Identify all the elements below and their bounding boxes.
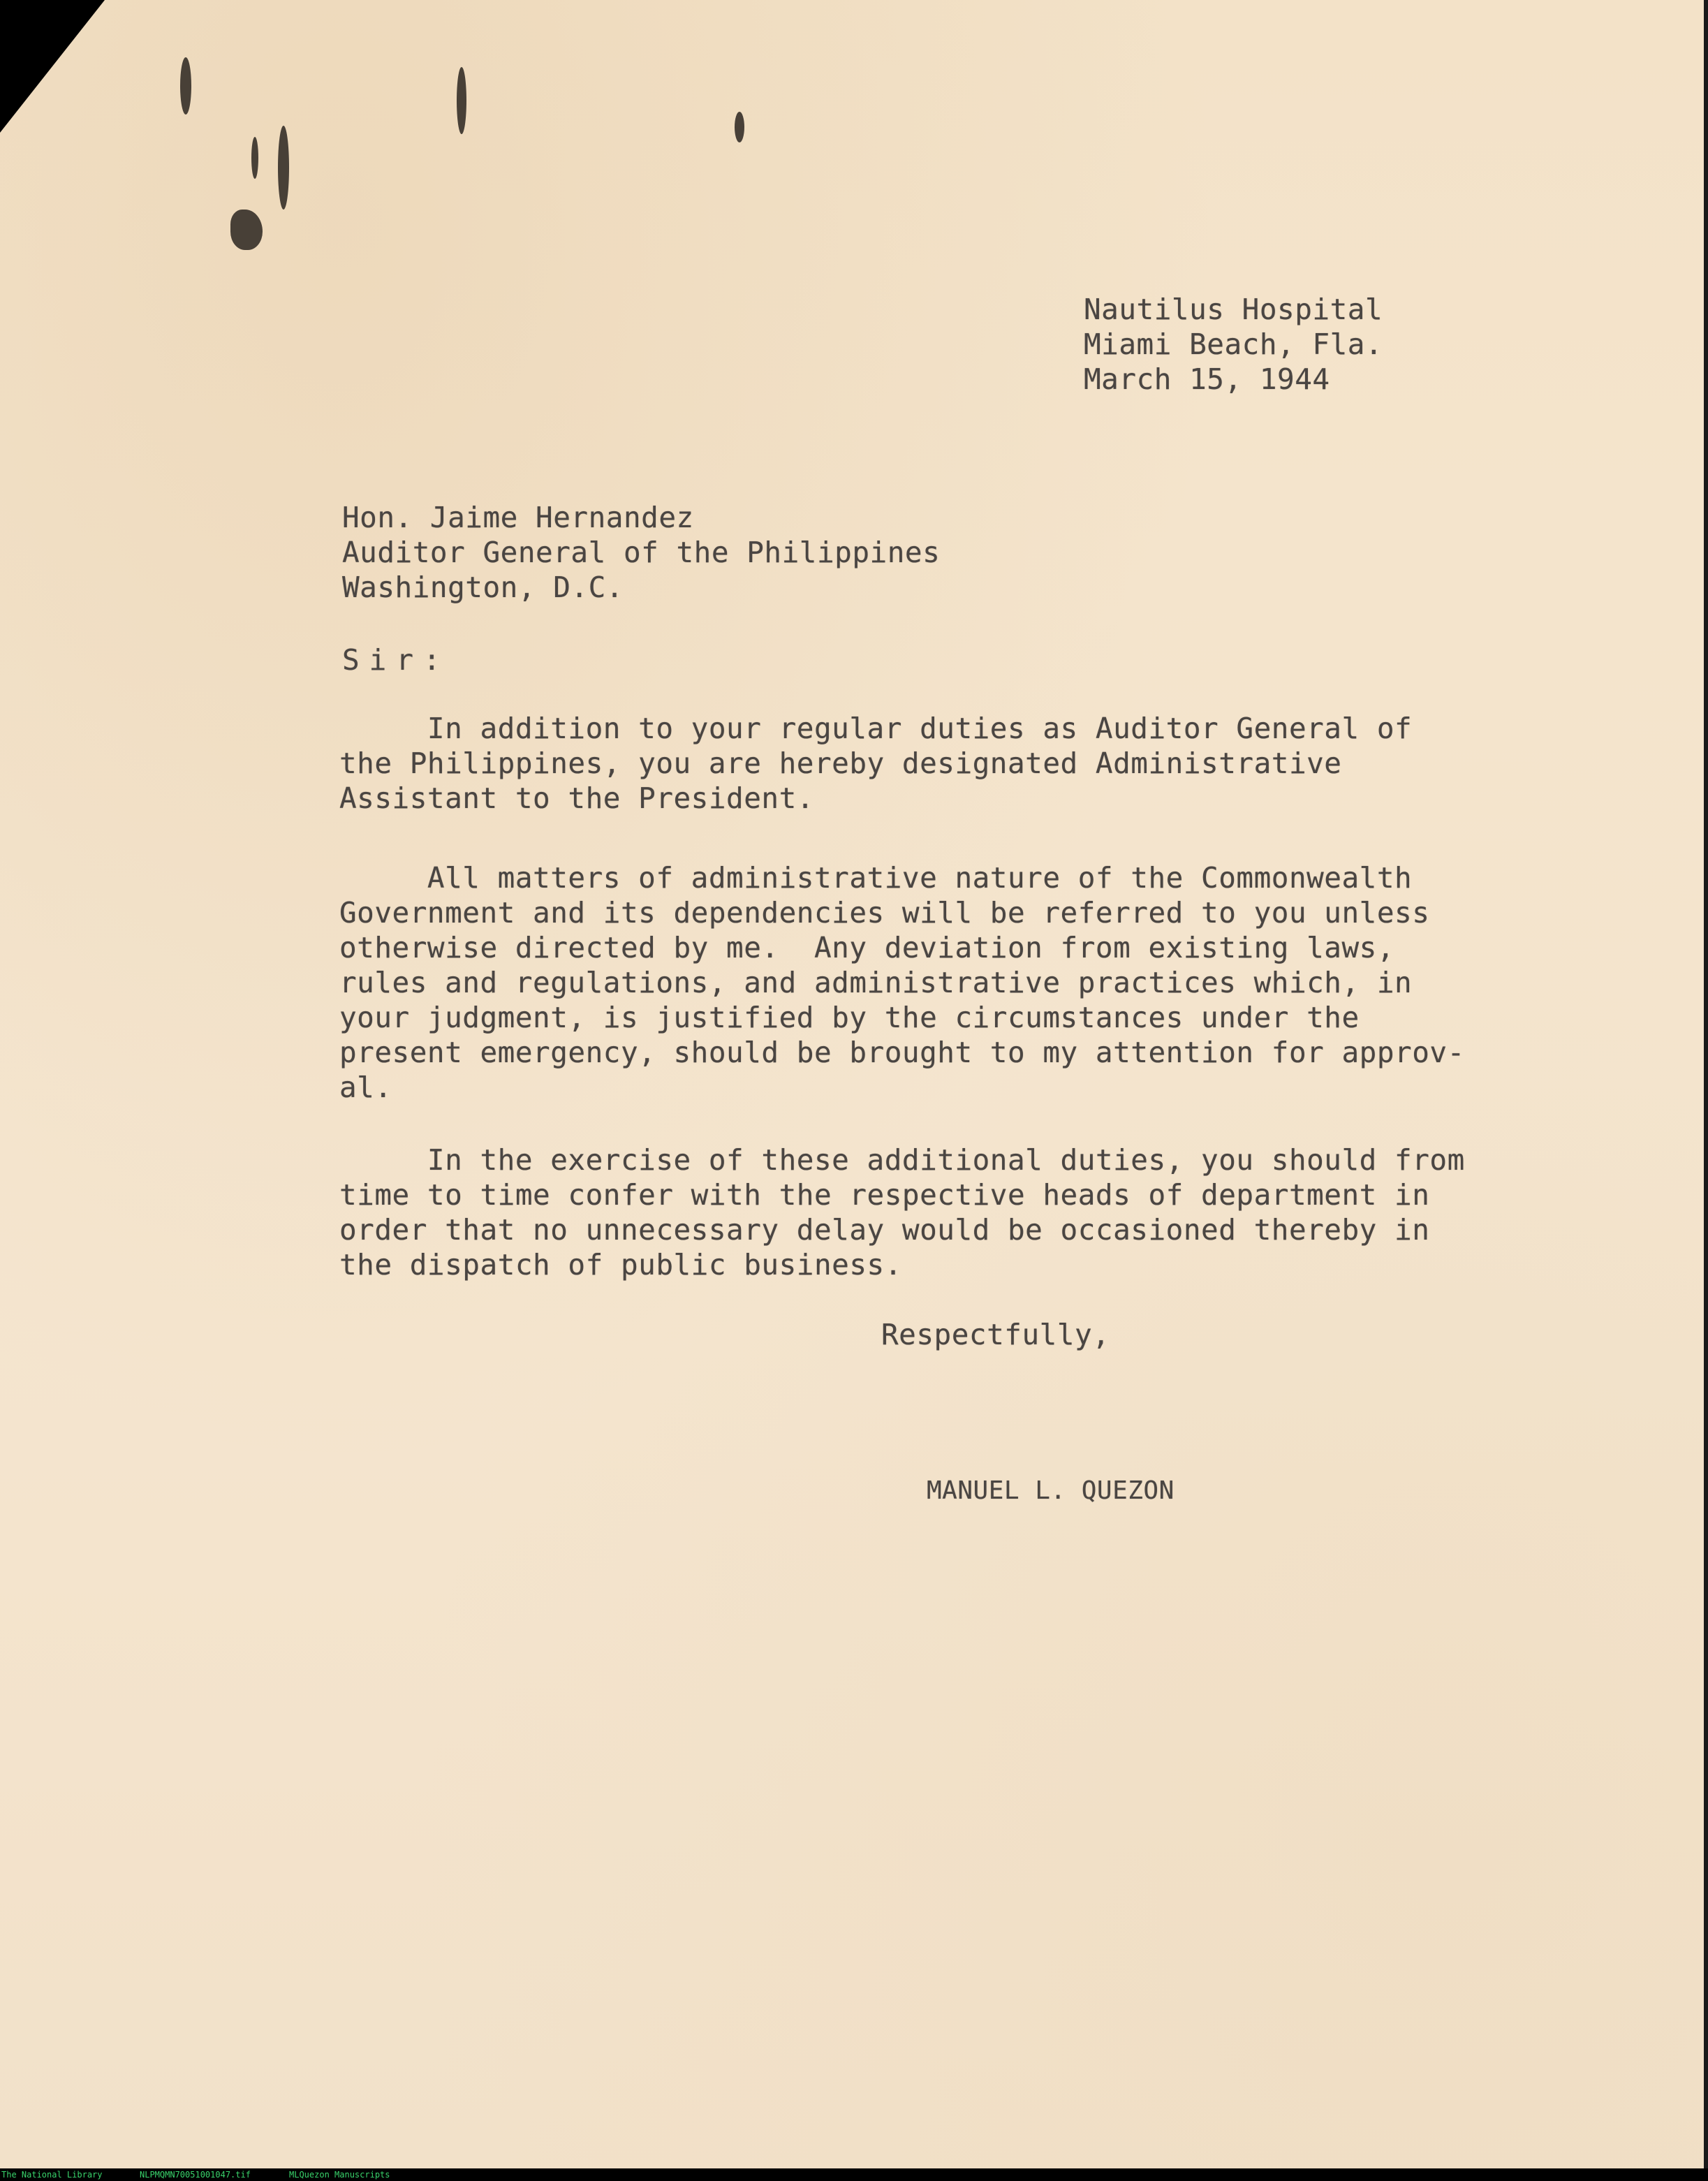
recipient-address <box>342 500 940 605</box>
ink-stain <box>180 57 191 115</box>
letterhead-line-2: Miami Beach, Fla. <box>1084 328 1383 361</box>
paragraph-2: All matters of administrative nature of the Commonwealth Government and its dependencies will be referred to you unless otherwise directed by me. Any deviation from existing laws, rules and regulations, and administrative practices which, in your judgment, is justified by the circumstances under the present emergency, should be brought to my attention for approv- al. <box>339 861 1465 1104</box>
paragraph-1: In addition to your regular duties as Auditor General of the Philippines, you are hereby designated Administrative Assistant to the President. <box>339 712 1413 815</box>
ink-stain <box>251 137 258 179</box>
letter-date: March 15, 1944 <box>1084 362 1330 396</box>
recipient-title: Auditor General of the Philippines <box>342 536 941 569</box>
torn-corner <box>0 0 105 133</box>
page-edge <box>1704 0 1708 2168</box>
ink-stain <box>278 126 289 210</box>
signature-name: MANUEL L. QUEZON <box>927 1476 1175 1505</box>
footer-library: The National Library <box>1 2170 103 2180</box>
recipient-name: Hon. Jaime Hernandez <box>342 501 694 534</box>
letterhead-line-1: Nautilus Hospital <box>1084 293 1383 326</box>
footer-file: NLPMQMN70051001047.tif <box>140 2170 251 2180</box>
letterhead <box>1084 292 1383 397</box>
closing: Respectfully, <box>881 1318 1110 1351</box>
ink-stain <box>735 112 744 142</box>
footer-collection: MLQuezon Manuscripts <box>289 2170 390 2180</box>
salutation: Sir: <box>342 643 450 677</box>
recipient-location: Washington, D.C. <box>342 571 624 604</box>
ink-stain <box>457 67 466 134</box>
paragraph-3: In the exercise of these additional duties, you should from time to time confer with the respective heads of department in order that no unnecessary delay would be occasioned thereby in the dispatch of public business. <box>339 1143 1465 1282</box>
scan-footer-bar <box>0 2168 1708 2181</box>
